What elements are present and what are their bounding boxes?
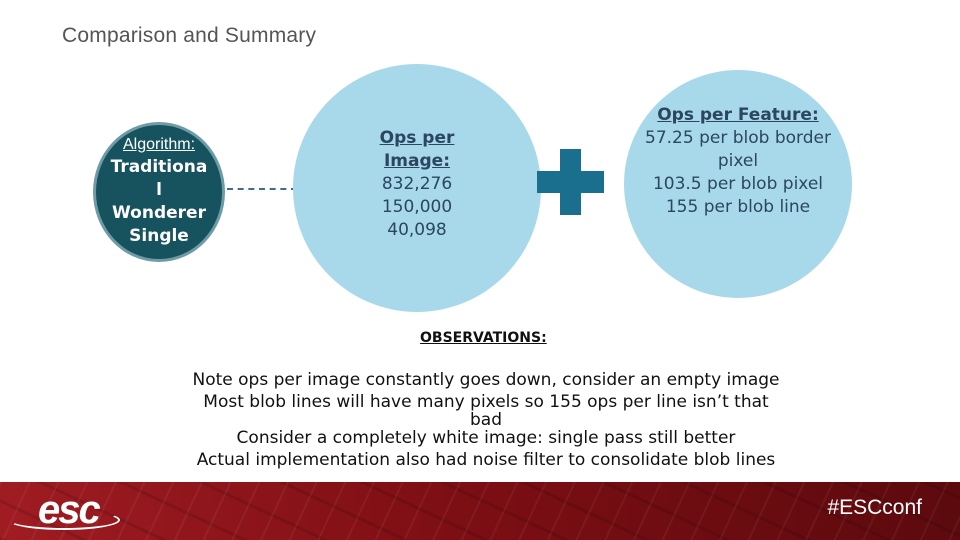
algorithm-name-line: l [156, 180, 162, 200]
observation-item: Most blob lines will have many pixels so 155 ops per line isn’t that [203, 392, 769, 412]
observation-item: Consider a completely white image: single pass still better [236, 428, 736, 448]
observation-item: Actual implementation also had noise filter to consolidate blob lines [196, 450, 776, 470]
ops-per-feature-heading: Ops per Feature: [657, 104, 819, 125]
slide-title: Comparison and Summary [62, 24, 317, 47]
footer-banner [0, 482, 960, 540]
algorithm-name-line: Wonderer [112, 203, 206, 223]
observation-item: Note ops per image constantly goes down, consider an empty image [192, 370, 780, 390]
observations-heading: OBSERVATIONS: [420, 330, 547, 346]
ops-per-image-value: 40,098 [387, 219, 447, 240]
conference-hashtag: #ESCconf [827, 496, 922, 519]
algorithm-name-line: Single [129, 226, 189, 246]
algorithm-name-line: Traditiona [110, 157, 208, 177]
plus-icon [537, 171, 604, 193]
ops-per-feature-value: pixel [717, 150, 759, 171]
algorithm-circle [93, 122, 225, 262]
esc-logo: esc [38, 488, 99, 532]
ops-per-feature-value: 155 per blob line [665, 196, 811, 217]
dashed-connector [227, 188, 297, 190]
observation-item-continuation: bad [470, 410, 502, 430]
ops-per-feature-value: 103.5 per blob pixel [652, 173, 824, 194]
ops-per-image-circle [293, 64, 541, 312]
ops-per-image-value: 832,276 [381, 173, 453, 194]
ops-per-image-heading: Image: [383, 150, 450, 171]
ops-per-image-heading: Ops per [379, 127, 455, 148]
ops-per-feature-circle [624, 70, 852, 298]
ops-per-image-value: 150,000 [381, 196, 453, 217]
observations-list [140, 369, 832, 471]
algorithm-label: Algorithm: [122, 136, 196, 153]
ops-per-feature-value: 57.25 per blob border [645, 127, 831, 148]
